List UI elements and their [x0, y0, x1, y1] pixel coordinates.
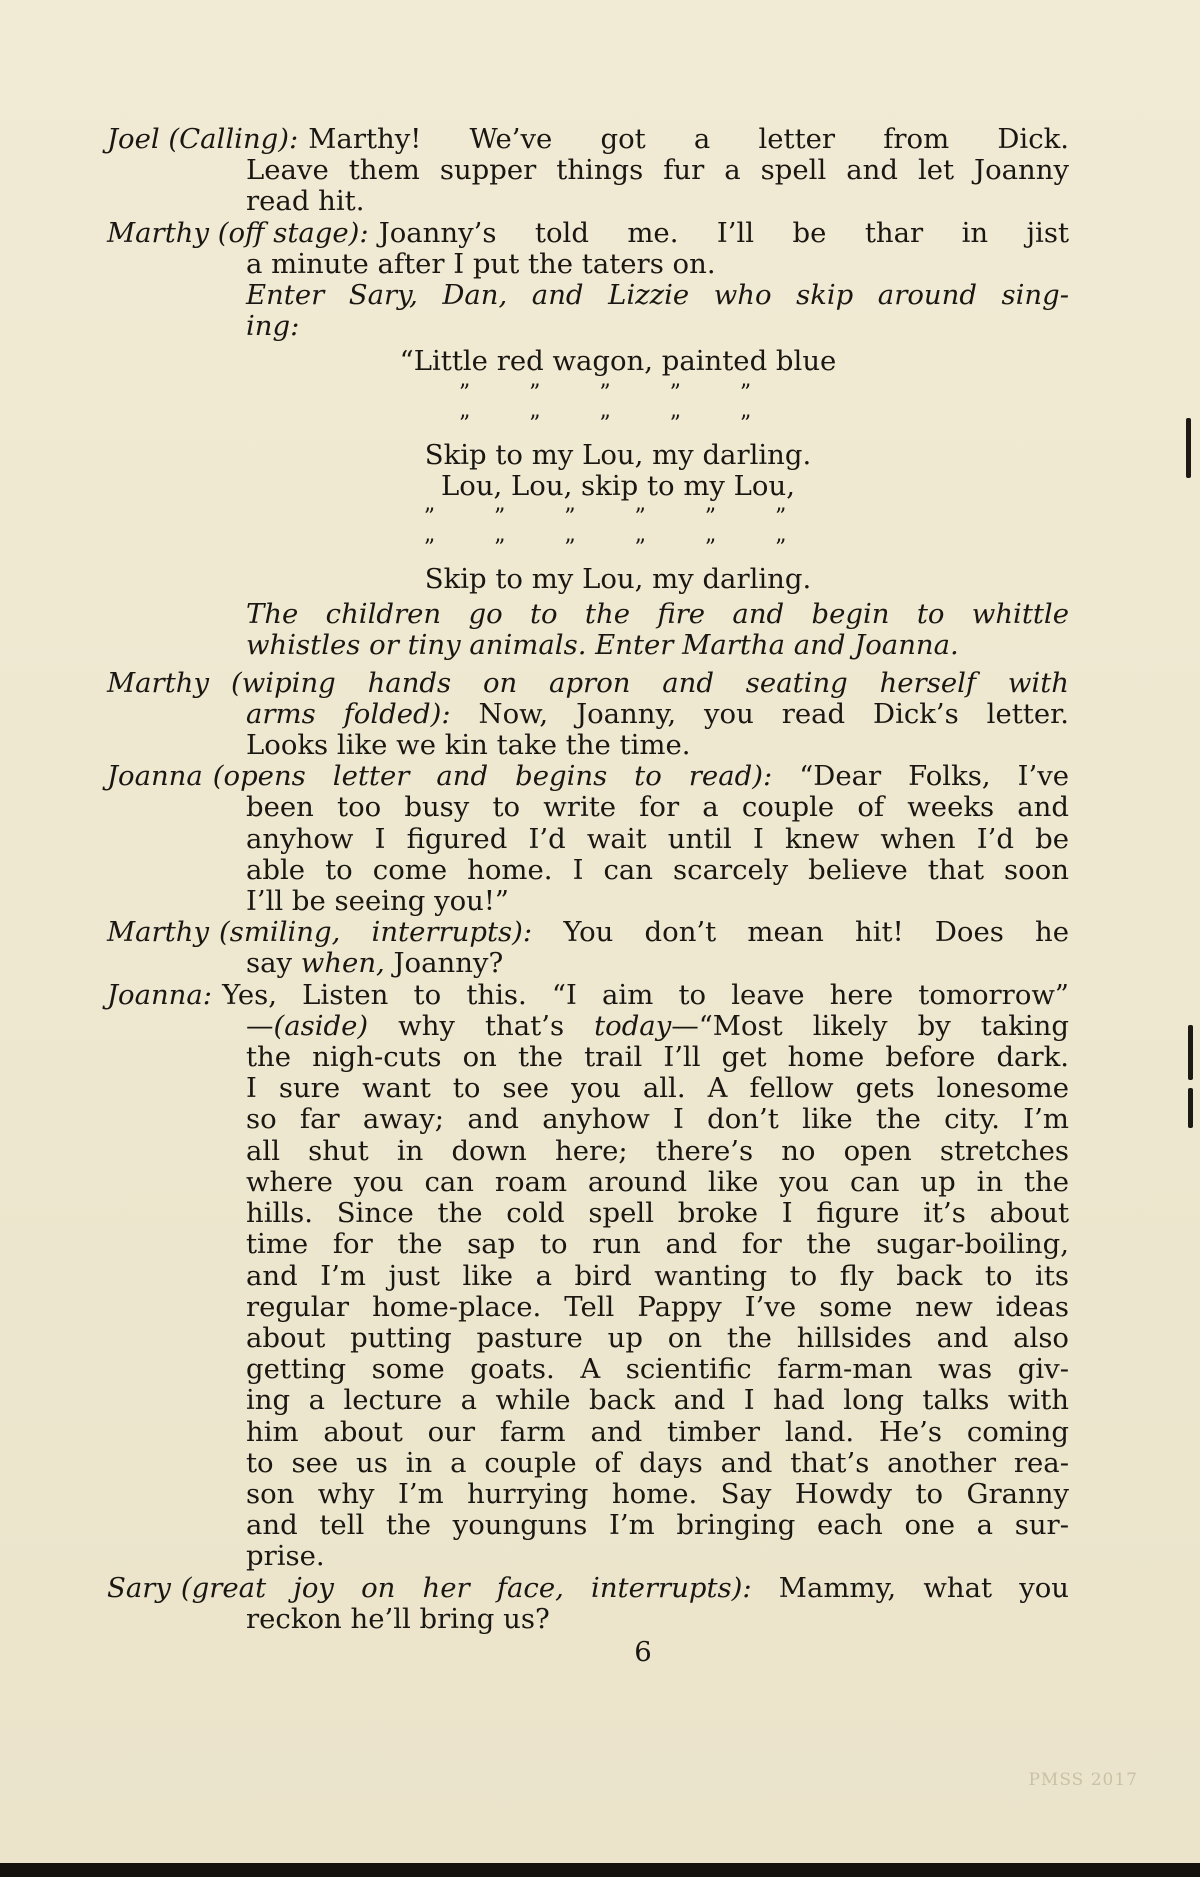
ditto-marks: ” ” ” ” ” — [458, 380, 778, 406]
speech-line: Yes, Listen to this. “I aim to leave here tomorrow” — [222, 978, 1069, 1011]
speech-line: and I’m just like a bird wanting to fly back to its — [246, 1259, 1069, 1292]
speaker-name: Marthy (off stage): — [107, 216, 369, 249]
speech-line: son why I’m hurrying home. Say Howdy to Granny — [246, 1477, 1069, 1510]
speech-line: Joanny’s told me. I’ll be thar in jist — [378, 216, 1069, 249]
stage-direction-inline: (great joy on her face, interrupts): — [180, 1571, 752, 1604]
speech-line: reckon he’ll bring us? — [246, 1602, 550, 1635]
speech-line: —“Most likely by taking — [671, 1009, 1069, 1042]
speech-line: I’ll be seeing you!” — [246, 885, 509, 918]
speech-line: Now, Joanny, you read Dick’s letter. — [450, 697, 1069, 730]
speech-line: “Dear Folks, I’ve — [772, 760, 1070, 793]
speech-line: able to come home. I can scarcely believe that soon — [246, 853, 1069, 886]
stage-line: Enter Sary, Dan, and Lizzie who skip around sing- — [246, 279, 1069, 312]
speech-line: him about our farm and timber land. He’s coming — [246, 1415, 1069, 1448]
song-line: Skip to my Lou, my darling. — [424, 438, 812, 471]
speaker-name: Joanna: — [107, 978, 213, 1011]
speech-line: where you can roam around like you can up in the — [246, 1165, 1069, 1198]
speech-line: all shut in down here; there’s no open stretches — [246, 1134, 1069, 1167]
stage-direction-inline: (wiping hands on apron and seating herself with — [231, 666, 1069, 699]
stage-direction-inline: (aside) — [273, 1009, 369, 1042]
speech-line: Marthy! We’ve got a letter from Dick. — [308, 123, 1069, 155]
speaker-name: Joel (Calling): — [107, 123, 299, 155]
stage-direction-inline: (smiling, interrupts): — [219, 916, 533, 949]
stage-line: ing: — [246, 310, 300, 343]
speech-line: prise. — [246, 1540, 325, 1573]
speech-line: Mammy, what you — [751, 1571, 1069, 1604]
archive-watermark: PMSS 2017 — [1028, 1770, 1138, 1790]
speech-line: a minute after I put the taters on. — [246, 247, 716, 280]
ditto-marks: ” ” ” ” ” — [458, 411, 778, 437]
speech-line: the nigh-cuts on the trail I’ll get home before dark. — [246, 1041, 1069, 1074]
dialogue-joel — [107, 124, 1069, 218]
stage-line: The children go to the fire and begin to whittle — [246, 598, 1069, 631]
speech-line: so far away; and anyhow I don’t like the city. I’m — [246, 1103, 1069, 1136]
speech-line: time for the sap to run and for the sugar-boiling, — [246, 1228, 1069, 1261]
script-text — [107, 124, 1069, 1668]
page-bottom-edge — [0, 1863, 1200, 1877]
stage-direction-inline: arms folded): — [246, 697, 451, 730]
dialogue-sary — [107, 1573, 1069, 1635]
ditto-marks: ” ” ” ” ” ” — [423, 536, 813, 562]
page-number: 6 — [634, 1635, 652, 1668]
speaker-name: Joanna — [107, 760, 203, 793]
speech-line: hills. Since the cold spell broke I figure it’s about — [246, 1197, 1069, 1230]
song-line: Lou, Lou, skip to my Lou, — [441, 469, 795, 502]
speaker-name: Sary — [107, 1571, 171, 1604]
speech-line: regular home-place. Tell Pappy I’ve some new ideas — [246, 1290, 1069, 1323]
binding-mark-4 — [1188, 1088, 1193, 1128]
speech-line: — — [246, 1009, 274, 1042]
speech-line: say — [246, 947, 301, 980]
speech-line: why that’s — [368, 1009, 595, 1042]
song-line: “Little red wagon, painted blue — [399, 345, 837, 378]
speech-line: Looks like we kin take the time. — [246, 729, 691, 762]
speech-line: getting some goats. A scientific farm-man was giv- — [246, 1353, 1069, 1386]
dialogue-marthy-offstage — [107, 218, 1069, 280]
dialogue-marthy-interrupts — [107, 917, 1069, 979]
song-line: Skip to my Lou, my darling. — [424, 563, 812, 596]
speech-line: You don’t mean hit! Does he — [532, 916, 1070, 949]
stage-direction-inline: (opens letter and begins to read): — [212, 760, 773, 793]
speaker-name: Marthy — [107, 666, 209, 699]
stage-direction — [107, 280, 1069, 342]
speech-line: I sure want to see you all. A fellow gets lonesome — [246, 1072, 1069, 1105]
binding-mark-3 — [1188, 1025, 1193, 1080]
speech-line: Joanny? — [384, 947, 504, 980]
speaker-name: Marthy — [107, 916, 209, 949]
dialogue-marthy-letter — [107, 668, 1069, 762]
stage-line: whistles or tiny animals. Enter Martha and Joanna. — [246, 629, 959, 662]
speech-line: to see us in a couple of days and that’s another rea- — [246, 1446, 1069, 1479]
stage-direction — [107, 599, 1069, 661]
speech-line: anyhow I figured I’d wait until I knew when I’d be — [246, 822, 1069, 855]
speech-line: ing a lecture a while back and I had long talks with — [246, 1384, 1069, 1417]
speech-line: been too busy to write for a couple of weeks and — [246, 791, 1069, 824]
dialogue-joanna-letter — [107, 980, 1069, 1573]
emphasis: when, — [300, 947, 385, 980]
speech-line: read hit. — [246, 185, 365, 218]
dialogue-joanna-reads — [107, 761, 1069, 917]
speech-line: and tell the younguns I’m bringing each one a sur- — [246, 1509, 1069, 1542]
emphasis: today — [594, 1009, 672, 1042]
ditto-marks: ” ” ” ” ” ” — [423, 505, 813, 531]
song-lyrics — [107, 346, 1069, 595]
speech-line: about putting pasture up on the hillsides and also — [246, 1321, 1069, 1354]
speech-line: Leave them supper things fur a spell and let Joanny — [246, 154, 1069, 187]
